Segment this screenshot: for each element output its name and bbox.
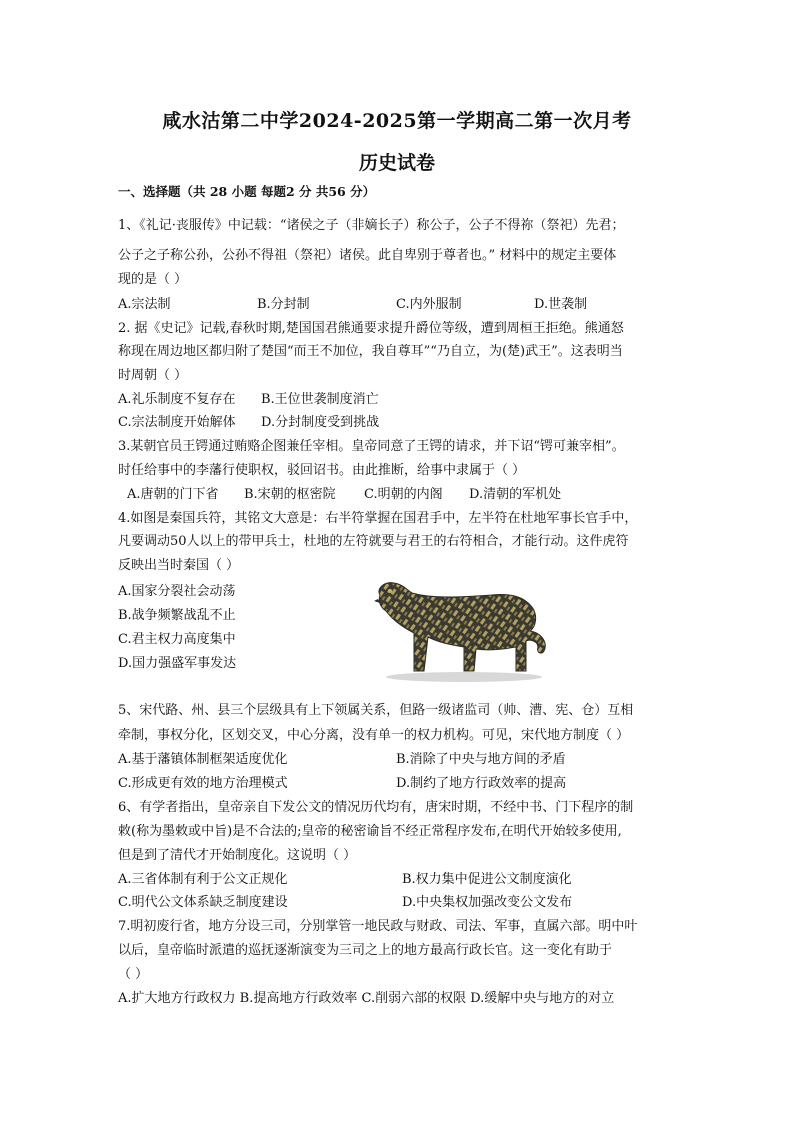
question-4-option-b: B.战争频繁战乱不止 — [118, 608, 236, 623]
question-4-line-1: 4.如图是秦国兵符，其铭文大意是：右半符掌握在国君手中，左半符在杜地军事长官手中， — [118, 511, 638, 526]
question-6-option-c: C.明代公文体系缺乏制度建设 — [118, 895, 288, 910]
question-6-option-d: D.中央集权加强改变公文发布 — [402, 895, 573, 910]
question-5-line-2: 牵制，事权分化，区划交叉，中心分离，没有单一的权力机构。可见，宋代地方制度（ ） — [118, 728, 630, 743]
question-1-line-2: 公子之子称公孙，公孙不得祖（祭祀）诸侯。此自卑别于尊者也。” 材料中的规定主要体 — [118, 248, 617, 263]
question-5-line-1: 5、宋代路、州、县三个层级具有上下领属关系，但路一级诸监司（帅、漕、宪、仓）互相 — [118, 703, 634, 718]
question-1-line-1: 1、《礼记·丧服传》中记载：“诸侯之子（非嫡长子）称公子，公子不得祢（祭祀）先君； — [118, 218, 625, 233]
question-4-line-2: 凡要调动50人以上的带甲兵士，杜地的左符就要与君王的右符相合，才能行动。这件虎符 — [118, 534, 629, 549]
tiger-tally-figure — [372, 573, 550, 685]
question-1-option-b: B.分封制 — [257, 297, 310, 312]
question-6-line-1: 6、有学者指出，皇帝亲自下发公文的情况历代均有，唐宋时期，不经中书、门下程序的制 — [118, 800, 634, 815]
question-5-option-b: B.消除了中央与地方间的矛盾 — [396, 752, 566, 767]
question-2-option-b: B.王位世袭制度消亡 — [261, 392, 379, 407]
question-3-line-2: 时任给事中的李藩行使职权，驳回诏书。由此推断，给事中隶属于（ ） — [118, 463, 526, 478]
question-1-option-c: C.内外服制 — [396, 297, 462, 312]
question-4-option-d: D.国力强盛军事发达 — [118, 656, 237, 671]
question-2-line-2: 称现在周边地区都归附了楚国“而王不加位，我自尊耳”“乃自立，为(楚)武王”。这表明当 — [118, 344, 623, 359]
question-1-option-a: A.宗法制 — [118, 297, 171, 312]
question-3-line-1: 3.某朝官员王锷通过贿赂企图兼任宰相。皇帝同意了王锷的请求，并下诏“锷可兼宰相”。 — [118, 439, 625, 454]
question-6-line-2: 敕(称为墨敕或中旨)是不合法的;皇帝的秘密谕旨不经正常程序发布,在明代开始较多使用, — [118, 824, 622, 839]
question-7-line-2: 以后，皇帝临时派遣的巡抚逐渐演变为三司之上的地方最高行政长官。这一变化有助于 — [118, 943, 613, 958]
question-1-line-3: 现的是（ ） — [118, 272, 188, 287]
question-4-option-c: C.君主权力高度集中 — [118, 632, 236, 647]
question-3-option-c: C.明朝的内阁 — [364, 487, 443, 502]
question-3-option-a: A.唐朝的门下省 — [127, 487, 219, 502]
question-6-option-b: B.权力集中促进公文制度演化 — [402, 872, 572, 887]
question-2-line-3: 时周朝（ ） — [118, 368, 188, 383]
question-7-line-3: （ ） — [118, 967, 149, 982]
section-heading: 一、选择题（共 28 小题 每题2 分 共56 分） — [118, 184, 376, 199]
question-6-line-3: 但是到了清代才开始制度化。这说明（ ） — [118, 848, 357, 863]
exam-title: 咸水沽第二中学2024-2025第一学期高二第一次月考 — [162, 110, 632, 132]
question-7-options: A.扩大地方行政权力 B.提高地方行政效率 C.削弱六部的权限 D.缓解中央与地方的对立 — [118, 991, 615, 1006]
question-2-option-c: C.宗法制度开始解体 — [118, 415, 236, 430]
question-7-line-1: 7.明初废行省，地方分设三司，分别掌管一地民政与财政、司法、军事，直属六部。明中叶 — [118, 919, 638, 934]
question-1-option-d: D.世袭制 — [534, 297, 588, 312]
question-6-option-a: A.三省体制有利于公文正规化 — [118, 872, 288, 887]
question-3-option-b: B.宋朝的枢密院 — [244, 487, 336, 502]
question-5-option-c: C.形成更有效的地方治理模式 — [118, 776, 288, 791]
question-4-line-3: 反映出当时秦国（ ） — [118, 558, 240, 573]
question-3-option-d: D.清朝的军机处 — [469, 487, 562, 502]
question-5-option-a: A.基于藩镇体制框架适度优化 — [118, 752, 288, 767]
question-2-option-d: D.分封制度受到挑战 — [261, 415, 380, 430]
question-4-option-a: A.国家分裂社会动荡 — [118, 584, 236, 599]
question-2-option-a: A.礼乐制度不复存在 — [118, 392, 236, 407]
question-2-line-1: 2. 据《史记》记载,春秋时期,楚国国君熊通要求提升爵位等级，遭到周桓王拒绝。熊通怒 — [118, 321, 624, 336]
question-5-option-d: D.制约了地方行政效率的提高 — [396, 776, 567, 791]
exam-subtitle: 历史试卷 — [358, 152, 435, 174]
